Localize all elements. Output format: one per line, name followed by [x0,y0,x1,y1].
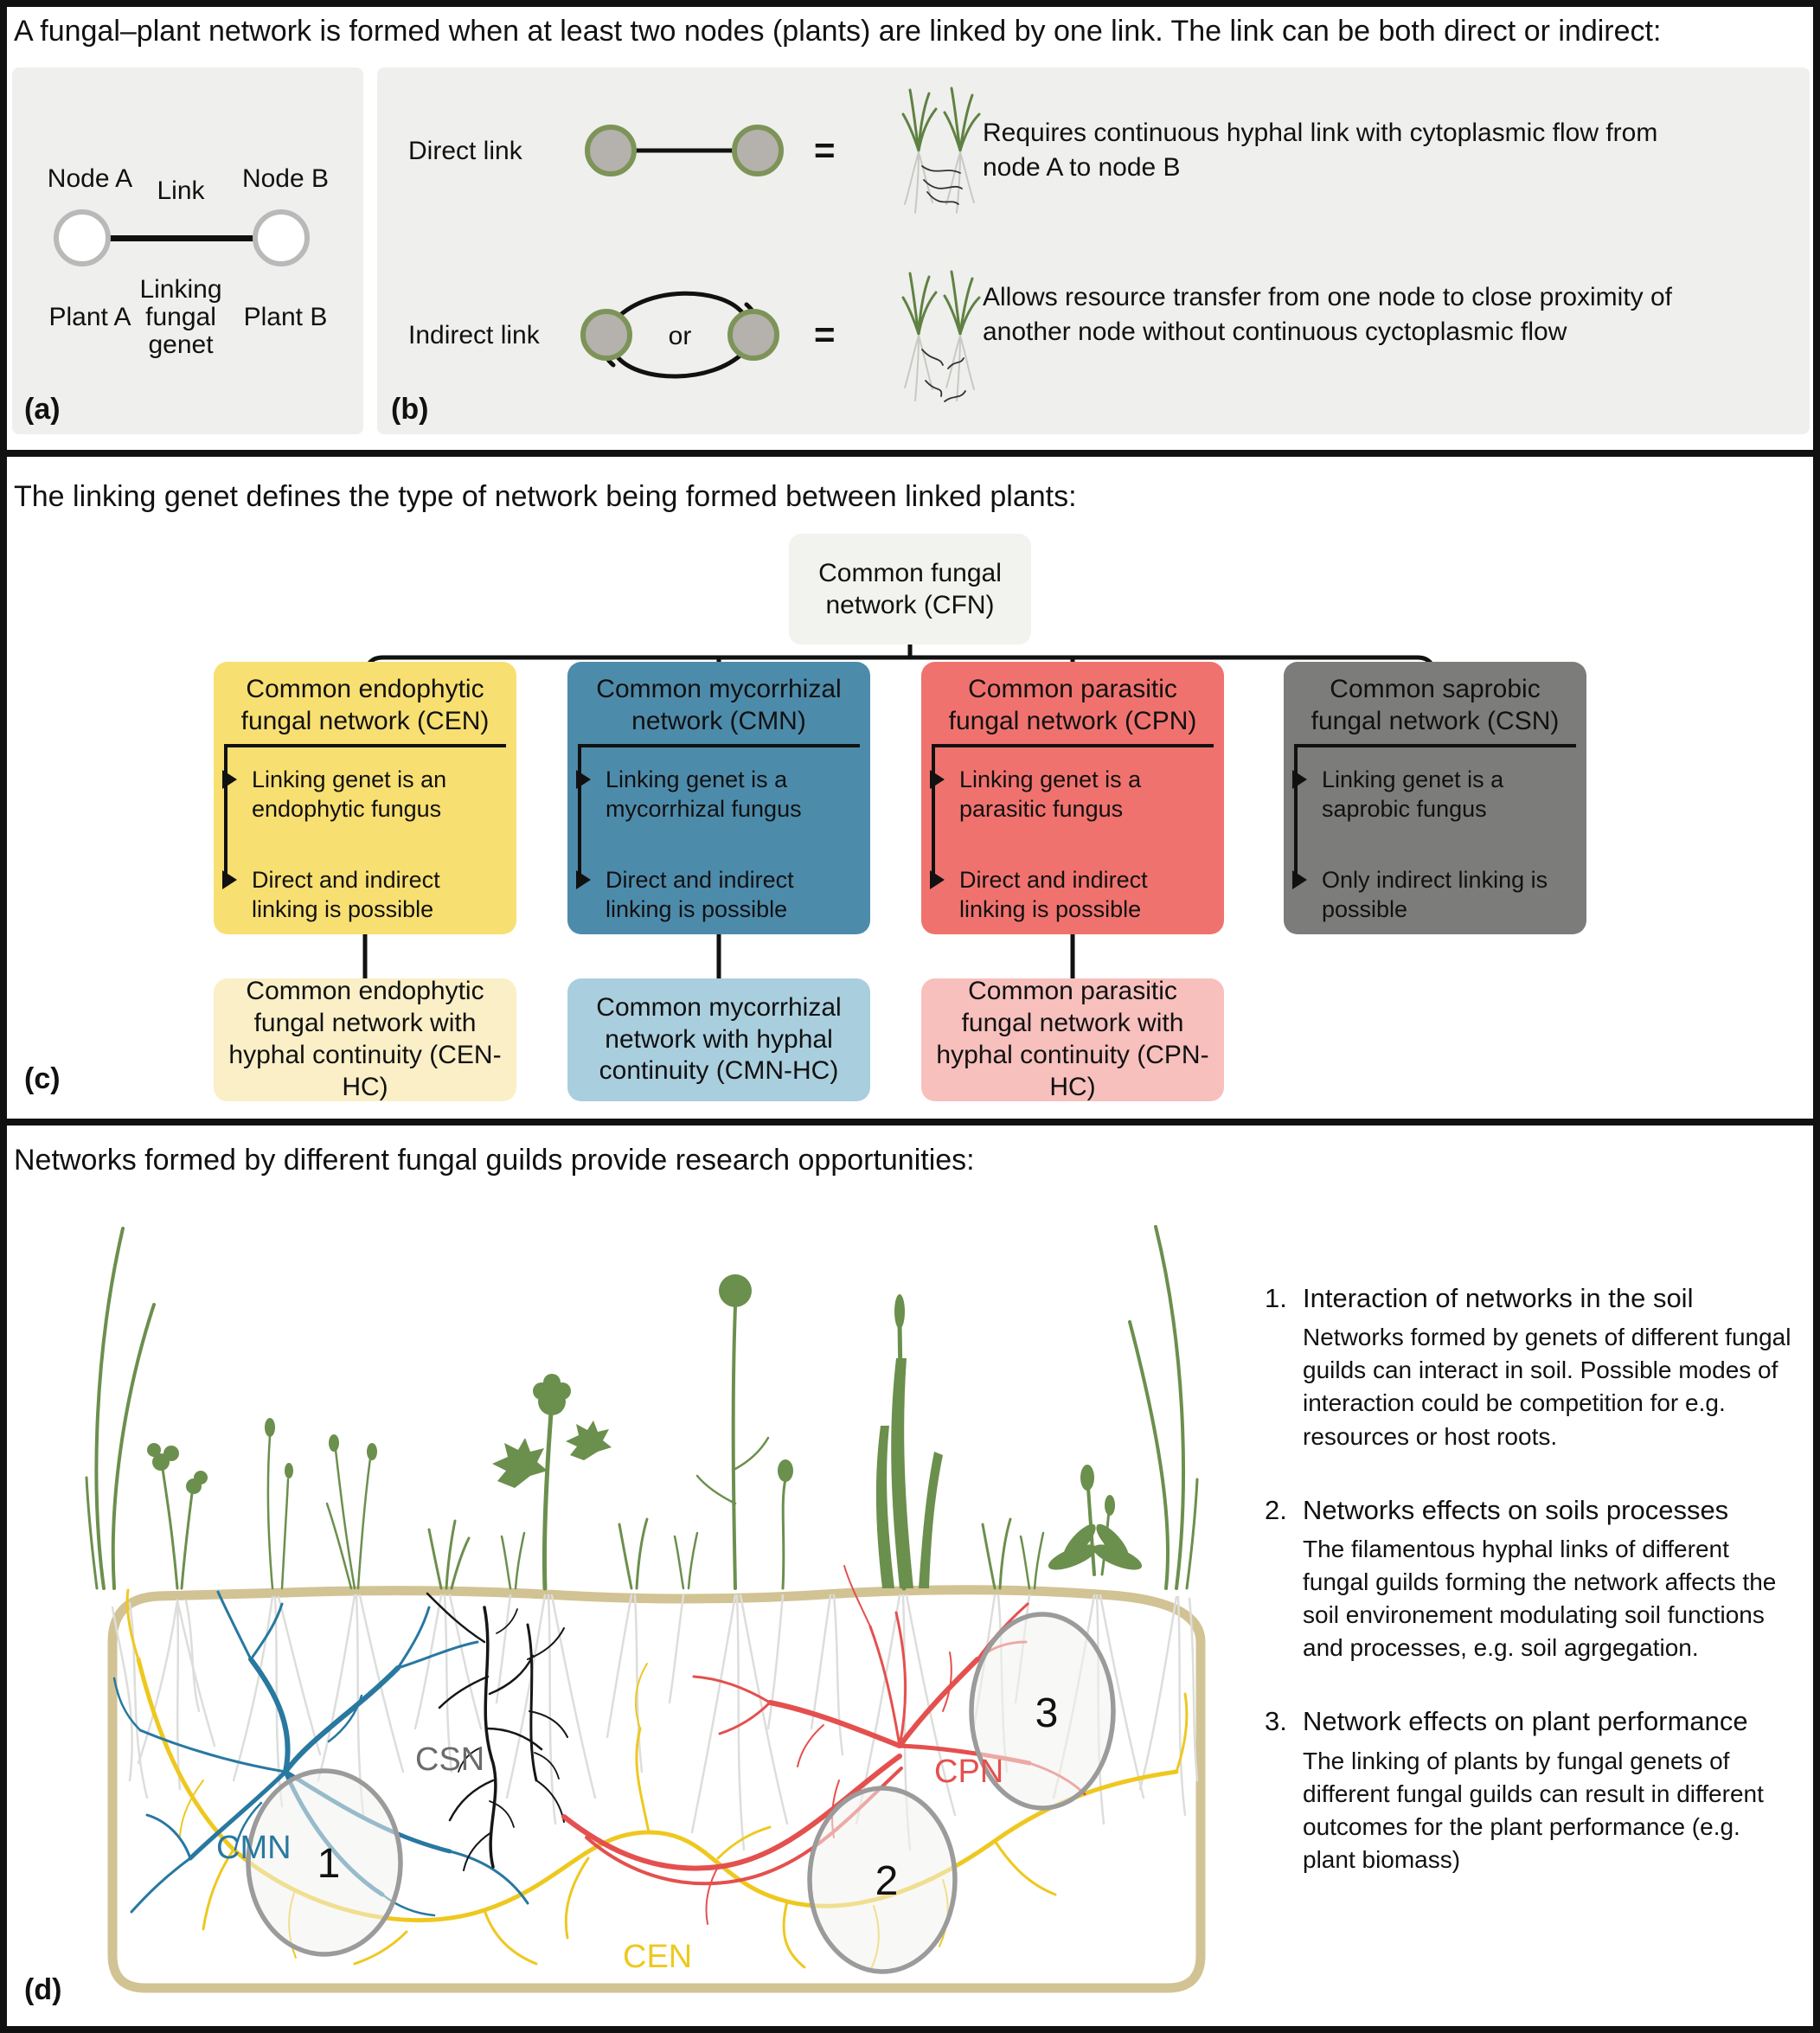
cen-box [214,662,516,934]
linked-plants-direct-icon [893,83,988,230]
csn-bullet-2: Only indirect linking is possible [1294,824,1580,924]
panel-c-tag: (c) [24,1062,61,1095]
plant-b-label: Plant B [243,303,328,331]
direct-link-icon [585,120,784,181]
cpn-hc-box: Common parasitic fungal network with hyphal continuity (CPN-HC) [921,978,1224,1101]
cen-box-title: Common endophytic fungal network (CEN) [240,675,490,735]
node-a-circle [54,209,111,266]
link-line [82,235,281,241]
cen-hc-box: Common endophytic fungal network with hyphal continuity (CEN-HC) [214,978,516,1101]
panel-b-tag: (b) [391,393,429,426]
cmn-hc-box: Common mycorrhizal network with hyphal continuity (CMN-HC) [567,978,870,1101]
indirect-link-label: Indirect link [408,321,540,350]
node-a-label: Node A [47,164,133,193]
item-3-heading: 3. Network effects on plant performance [1265,1706,1748,1737]
cmn-box [567,662,870,934]
section-top [7,7,1813,450]
panel-d-tag: (d) [24,1973,62,2006]
triangle-bullet-icon [1292,870,1307,889]
cen-label: CEN [623,1939,693,1975]
cpn-bullet-1: Linking genet is a parasitic fungus [932,747,1217,824]
cmn-bullet-2: Direct and indirect linking is possible [578,824,863,924]
item-3-body: The linking of plants by fungal genets of different fungal guilds can result in different outcomes for the plant performance (e.g. plant biomass) [1303,1747,1764,1873]
panel-b [377,67,1810,434]
linking-line1: Linking [139,275,222,304]
cpn-label: CPN [934,1754,1004,1790]
section-divider [7,450,1813,457]
panel-a [12,67,363,434]
list-item [1265,1704,1810,1876]
node-b-circle [253,209,310,266]
panel-c [7,457,1813,1119]
panel-d [7,1126,1813,2026]
indirect-link-description: Allows resource transfer from one node to close proximity of another node without continuous cyctoplasmic flow [983,283,1673,346]
link-label: Link [157,176,205,205]
item-2-body: The filamentous hyphal links of different fungal guilds forming the network affects the soil environement modulating soil functions and processes, e.g. soil agrgegation. [1303,1535,1777,1662]
equals-sign: = [814,130,836,170]
list-item [1265,1493,1810,1665]
direct-link-description: Requires continuous hyphal link with cytoplasmic flow from node A to node B [983,119,1658,182]
direct-link-label: Direct link [408,137,522,165]
cpn-box-title: Common parasitic fungal network (CPN) [948,675,1197,735]
csn-bullet-1: Linking genet is a saprobic fungus [1294,747,1580,824]
linking-line2: fungal [145,303,216,331]
node-b-label: Node B [241,164,330,193]
cen-bullet-2: Direct and indirect linking is possible [224,824,509,924]
marker-2: 2 [875,1858,899,1904]
equals-sign: = [814,314,836,355]
cpn-box [921,662,1224,934]
indirect-link-icon [580,279,779,391]
item-2-heading: 2. Networks effects on soils processes [1265,1494,1729,1525]
cmn-label: CMN [216,1830,292,1866]
triangle-bullet-icon [222,770,237,789]
figure-title: A fungal–plant network is formed when at least two nodes (plants) are linked by one link. The link can be both direct or indirect: [14,15,1662,48]
linking-line3: genet [148,330,214,359]
marker-3: 3 [1035,1690,1059,1736]
panel-c-title: The linking genet defines the type of network being formed between linked plants: [14,480,1077,513]
plant-silhouettes [87,1227,1197,1588]
item-1-body: Networks formed by genets of different fungal guilds can interact in soil. Possible modes of interaction could be competition for e.g. resources or host roots. [1303,1324,1791,1450]
triangle-bullet-icon [1292,770,1307,789]
item-1-heading: 1. Interaction of networks in the soil [1265,1283,1694,1313]
csn-label: CSN [415,1741,485,1778]
panel-d-title: Networks formed by different fungal guilds provide research opportunities: [14,1144,975,1177]
cmn-bullet-1: Linking genet is a mycorrhizal fungus [578,747,863,824]
research-opportunities-list [1265,1281,1810,1916]
triangle-bullet-icon [222,870,237,889]
csn-box [1284,662,1586,934]
csn-box-title: Common saprobic fungal network (CSN) [1311,675,1560,735]
cfn-root-box: Common fungal network (CFN) [789,534,1031,645]
soil-network-illustration [78,1175,1211,1997]
cpn-bullet-2: Direct and indirect linking is possible [932,824,1217,924]
or-label: or [668,322,692,350]
triangle-bullet-icon [576,870,591,889]
triangle-bullet-icon [930,870,945,889]
panel-a-tag: (a) [24,393,61,426]
list-item [1265,1281,1810,1453]
linked-plants-indirect-icon [893,266,988,418]
triangle-bullet-icon [576,770,591,789]
marker-1: 1 [317,1841,341,1887]
plant-a-label: Plant A [48,303,131,331]
cmn-box-title: Common mycorrhizal network (CMN) [596,675,842,735]
triangle-bullet-icon [930,770,945,789]
section-divider [7,1119,1813,1126]
cen-bullet-1: Linking genet is an endophytic fungus [224,747,509,824]
